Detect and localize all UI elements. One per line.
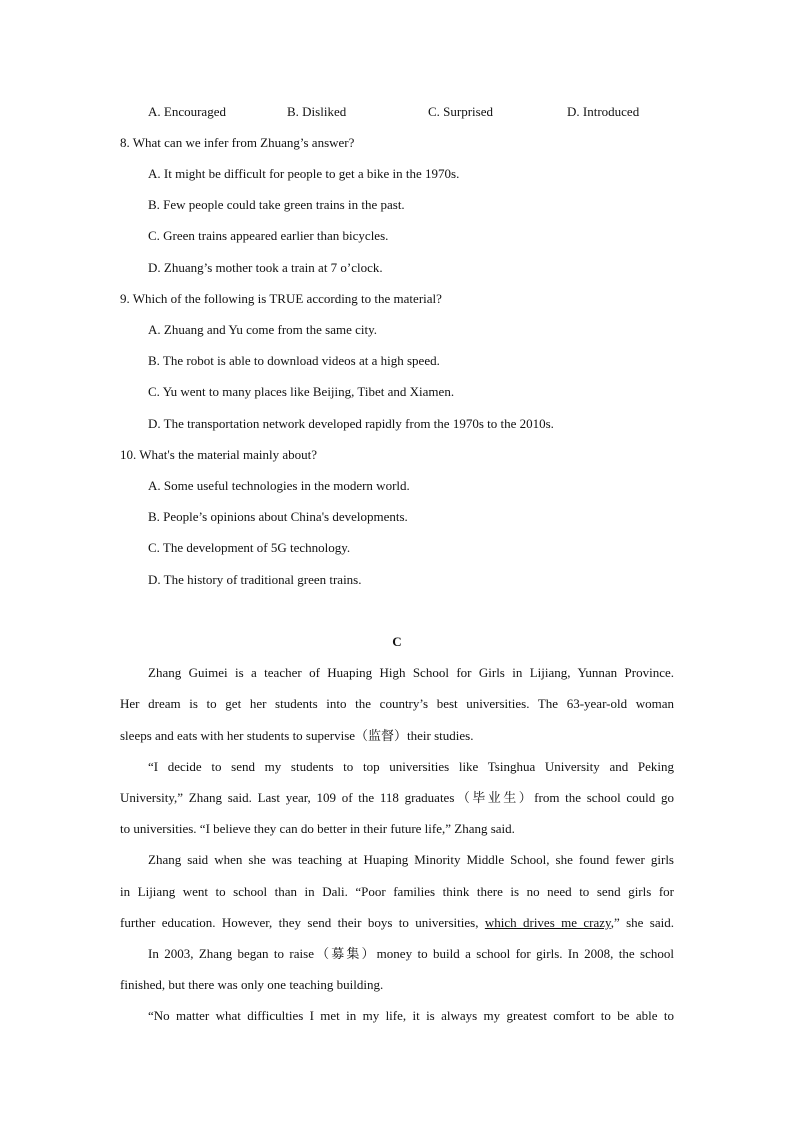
q8-option-a: A. It might be difficult for people to get a bike in the 1970s. bbox=[148, 166, 460, 181]
q9-option-c: C. Yu went to many places like Beijing, Tibet and Xiamen. bbox=[148, 384, 455, 399]
q7-option-a: A. Encouraged bbox=[148, 104, 226, 119]
q7-option-d: D. Introduced bbox=[567, 104, 640, 119]
q9-option-d: D. The transportation network developed rapidly from the 1970s to the 2010s. bbox=[148, 416, 554, 431]
passage-line: Zhang Guimei is a teacher of Huaping High School for Girls in Lijiang, Yunnan Province. bbox=[148, 665, 674, 680]
q8-option-c: C. Green trains appeared earlier than bicycles. bbox=[148, 228, 389, 243]
q10-option-d: D. The history of traditional green trains. bbox=[148, 572, 362, 587]
q7-option-b: B. Disliked bbox=[287, 104, 347, 119]
section-c-heading: C bbox=[392, 634, 402, 649]
underlined-phrase: which drives me crazy bbox=[484, 915, 611, 930]
passage-line: Her dream is to get her students into the country’s best universities. The 63-year-old woman bbox=[120, 696, 674, 711]
q8-option-d: D. Zhuang’s mother took a train at 7 o’clock. bbox=[148, 260, 383, 275]
passage-line-underlined bbox=[120, 915, 674, 931]
passage-line: finished, but there was only one teaching building. bbox=[120, 977, 384, 992]
q8-question: 8. What can we infer from Zhuang’s answer? bbox=[120, 135, 355, 150]
q9-question: 9. Which of the following is TRUE according to the material? bbox=[120, 291, 442, 306]
passage-line: University,” Zhang said. Last year, 109 of the 118 graduates（毕业生）from the school could go bbox=[120, 790, 674, 805]
passage-line: In 2003, Zhang began to raise（募集）money to build a school for girls. In 2008, the school bbox=[148, 946, 674, 961]
q8-option-b: B. Few people could take green trains in the past. bbox=[148, 197, 405, 212]
q7-options-row bbox=[0, 104, 794, 120]
passage-line: in Lijiang went to school than in Dali. “Poor families think there is no need to send girls for bbox=[120, 884, 674, 899]
q10-option-c: C. The development of 5G technology. bbox=[148, 540, 351, 555]
q9-option-b: B. The robot is able to download videos at a high speed. bbox=[148, 353, 440, 368]
passage-line: “No matter what difficulties I met in my life, it is always my greatest comfort to be able to bbox=[148, 1008, 674, 1023]
passage-text: further education. However, they send their boys to universities, bbox=[120, 915, 479, 930]
passage-text: ,” she said. bbox=[610, 915, 675, 930]
q10-option-b: B. People’s opinions about China's developments. bbox=[148, 509, 408, 524]
q10-question: 10. What's the material mainly about? bbox=[120, 447, 318, 462]
q9-option-a: A. Zhuang and Yu come from the same city. bbox=[148, 322, 377, 337]
passage-line: Zhang said when she was teaching at Huaping Minority Middle School, she found fewer girls bbox=[148, 852, 674, 867]
q10-option-a: A. Some useful technologies in the modern world. bbox=[148, 478, 410, 493]
passage-line: to universities. “I believe they can do better in their future life,” Zhang said. bbox=[120, 821, 515, 836]
q7-option-c: C. Surprised bbox=[428, 104, 493, 119]
passage-line: sleeps and eats with her students to supervise（监督）their studies. bbox=[120, 728, 474, 743]
passage-line: “I decide to send my students to top universities like Tsinghua University and Peking bbox=[148, 759, 674, 774]
